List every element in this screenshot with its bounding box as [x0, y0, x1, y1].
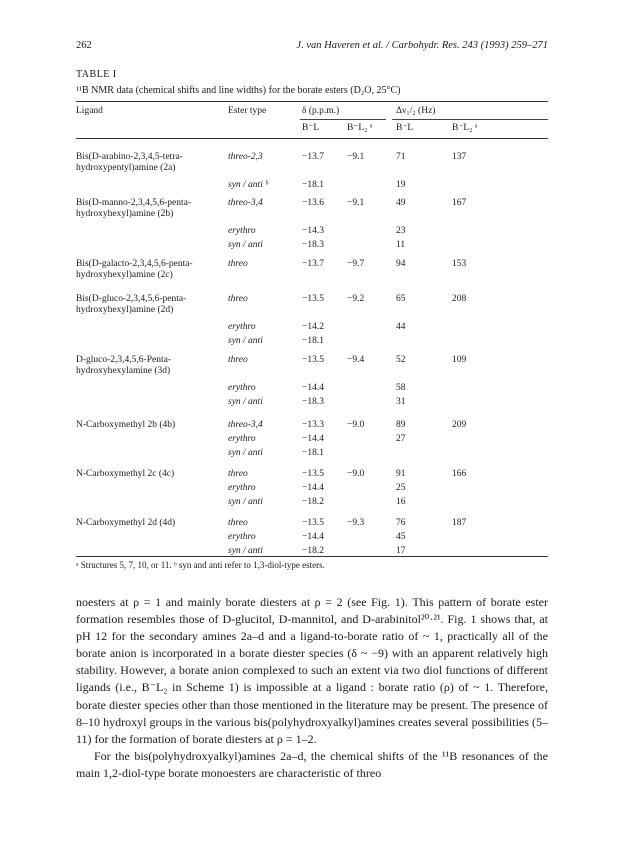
cell-delta-bl2: −9.2 — [347, 294, 365, 304]
body-text — [76, 594, 548, 782]
cell-linewidth-bl: 16 — [396, 497, 406, 507]
table-caption: ¹¹B NMR data (chemical shifts and line widths) for the borate esters (D₂O, 25°C) — [76, 85, 401, 96]
cell-linewidth-bl2: 166 — [452, 469, 467, 479]
col-header-linewidth: Δν₁/₂ (Hz) — [396, 106, 436, 116]
col-header-linewidth-bl: B⁻L — [396, 123, 414, 133]
cell-delta-bl: −13.5 — [302, 294, 324, 304]
cell-ester-type: syn / anti — [228, 497, 263, 507]
col-header-ligand: Ligand — [76, 106, 103, 116]
journal-citation: J. van Haveren et al. / Carbohydr. Res. 243 (1993) 259–271 — [296, 40, 548, 51]
cell-delta-bl: −18.3 — [302, 240, 324, 250]
cell-delta-bl2: −9.1 — [347, 152, 365, 162]
cell-delta-bl: −18.1 — [302, 336, 324, 346]
cell-delta-bl: −13.7 — [302, 152, 324, 162]
cell-delta-bl: −14.4 — [302, 383, 324, 393]
cell-ester-type: erythro — [228, 226, 256, 236]
cell-delta-bl: −13.3 — [302, 420, 324, 430]
col-header-ester-type: Ester type — [228, 106, 267, 116]
cell-linewidth-bl: 19 — [396, 180, 406, 190]
cell-ester-type: threo-3,4 — [228, 198, 263, 208]
cell-linewidth-bl: 65 — [396, 294, 406, 304]
table-top-rule — [76, 101, 548, 102]
cell-ester-type: threo — [228, 518, 248, 528]
col-header-linewidth-bl2: B⁻L₂ ᵃ — [452, 123, 478, 133]
cell-linewidth-bl2: 187 — [452, 518, 467, 528]
cell-linewidth-bl: 25 — [396, 483, 406, 493]
cell-linewidth-bl: 52 — [396, 355, 406, 365]
cell-linewidth-bl: 71 — [396, 152, 406, 162]
cell-delta-bl: −18.2 — [302, 546, 324, 556]
cell-delta-bl: −14.4 — [302, 434, 324, 444]
cell-delta-bl2: −9.1 — [347, 198, 365, 208]
cell-linewidth-bl: 76 — [396, 518, 406, 528]
cell-ester-type: syn / anti — [228, 336, 263, 346]
cell-ester-type: syn / anti — [228, 397, 263, 407]
table-label: TABLE I — [76, 69, 117, 80]
cell-ligand: Bis(D-gluco-2,3,4,5,6-penta-hydroxyhexyl)amine (2d) — [76, 294, 187, 315]
cell-linewidth-bl2: 137 — [452, 152, 467, 162]
cell-ester-type: erythro — [228, 532, 256, 542]
cell-delta-bl: −14.2 — [302, 322, 324, 332]
col-header-delta: δ (p.p.m.) — [302, 106, 340, 116]
cell-ester-type: erythro — [228, 322, 256, 332]
cell-linewidth-bl: 23 — [396, 226, 406, 236]
cell-delta-bl: −13.6 — [302, 198, 324, 208]
cell-delta-bl: −18.1 — [302, 180, 324, 190]
col-header-delta-bl2: B⁻L₂ ᵃ — [347, 123, 373, 133]
cell-delta-bl: −13.5 — [302, 355, 324, 365]
cell-linewidth-bl: 45 — [396, 532, 406, 542]
cell-delta-bl2: −9.7 — [347, 259, 365, 269]
cell-delta-bl2: −9.0 — [347, 420, 365, 430]
cell-ester-type: syn / anti ᵇ — [228, 180, 268, 190]
cell-ligand: N-Carboxymethyl 2c (4c) — [76, 469, 175, 479]
running-header — [76, 40, 548, 54]
cell-ester-type: threo-3,4 — [228, 420, 263, 430]
cell-linewidth-bl2: 109 — [452, 355, 467, 365]
body-paragraph-2: For the bis(polyhydroxyalkyl)amines 2a–d, the chemical shifts of the ¹¹B resonances of the main 1,2-diol-type borate monoesters are characteristic of threo — [76, 748, 548, 780]
cell-linewidth-bl: 58 — [396, 383, 406, 393]
delta-subrule — [300, 119, 386, 120]
cell-ligand: Bis(D-arabino-2,3,4,5-tetra-hydroxypentyl)amine (2a) — [76, 152, 183, 173]
linewidth-subrule — [392, 119, 548, 120]
body-paragraph-1: noesters at ρ = 1 and mainly borate diesters at ρ = 2 (see Fig. 1). This pattern of borate ester formation resembles those of D-glucitol, D-mannitol, and D-arabinitol²⁰·²¹. Fig. 1 shows that, at pH 12 for the secondary amines 2a–d and a ligand-to-borate ratio of ~ 1, practically all of the borate anion is incorporated in a borate diester species (δ ~ −9) with an apparent relatively high stability. However, a borate anion complexed to such an extent via two diol functions of different ligands (i.e., B⁻L₂ in Scheme 1) is impossible at a ligand : borate ratio (ρ) of ~ 1. Therefore, borate diester species other than those mentioned in the literature may be present. The presence of 8–10 hydroxyl groups in the various bis(polyhydroxyalkyl)amines creates several possibilities (5–11) for the formation of borate diesters at ρ = 1–2. — [76, 595, 548, 746]
table-footnote: ᵃ Structures 5, 7, 10, or 11. ᵇ syn and anti refer to 1,3-diol-type esters. — [76, 560, 325, 570]
cell-delta-bl: −14.3 — [302, 226, 324, 236]
cell-ester-type: erythro — [228, 434, 256, 444]
cell-ester-type: threo — [228, 294, 248, 304]
cell-delta-bl: −18.3 — [302, 397, 324, 407]
cell-delta-bl: −18.1 — [302, 448, 324, 458]
cell-linewidth-bl2: 167 — [452, 198, 467, 208]
cell-ester-type: threo — [228, 259, 248, 269]
cell-delta-bl: −13.5 — [302, 469, 324, 479]
cell-linewidth-bl2: 208 — [452, 294, 467, 304]
cell-ligand: Bis(D-galacto-2,3,4,5,6-penta-hydroxyhexyl)amine (2c) — [76, 259, 193, 280]
cell-linewidth-bl: 11 — [396, 240, 406, 250]
cell-ester-type: threo — [228, 469, 248, 479]
cell-linewidth-bl: 27 — [396, 434, 406, 444]
cell-ligand: N-Carboxymethyl 2b (4b) — [76, 420, 176, 430]
cell-ligand: D-gluco-2,3,4,5,6-Penta-hydroxyhexylamine (3d) — [76, 355, 171, 376]
cell-linewidth-bl: 49 — [396, 198, 406, 208]
cell-ester-type: threo — [228, 355, 248, 365]
cell-linewidth-bl: 89 — [396, 420, 406, 430]
cell-delta-bl: −14.4 — [302, 483, 324, 493]
cell-ester-type: erythro — [228, 483, 256, 493]
cell-linewidth-bl: 44 — [396, 322, 406, 332]
cell-ester-type: threo-2,3 — [228, 152, 263, 162]
cell-delta-bl2: −9.3 — [347, 518, 365, 528]
cell-linewidth-bl: 91 — [396, 469, 406, 479]
cell-delta-bl: −14.4 — [302, 532, 324, 542]
cell-delta-bl2: −9.0 — [347, 469, 365, 479]
cell-ligand: N-Carboxymethyl 2d (4d) — [76, 518, 176, 528]
cell-ligand: Bis(D-manno-2,3,4,5,6-penta-hydroxyhexyl)amine (2b) — [76, 198, 192, 219]
cell-delta-bl: −13.7 — [302, 259, 324, 269]
cell-linewidth-bl: 17 — [396, 546, 406, 556]
cell-ester-type: syn / anti — [228, 546, 263, 556]
cell-linewidth-bl2: 209 — [452, 420, 467, 430]
cell-delta-bl: −18.2 — [302, 497, 324, 507]
page-number: 262 — [76, 40, 92, 51]
col-header-delta-bl: B⁻L — [302, 123, 320, 133]
table-header-rule — [76, 138, 548, 139]
cell-delta-bl2: −9.4 — [347, 355, 365, 365]
cell-ester-type: syn / anti — [228, 448, 263, 458]
cell-linewidth-bl: 31 — [396, 397, 406, 407]
cell-ester-type: syn / anti — [228, 240, 263, 250]
table-bottom-rule — [76, 556, 548, 557]
cell-ester-type: erythro — [228, 383, 256, 393]
cell-linewidth-bl2: 153 — [452, 259, 467, 269]
cell-delta-bl: −13.5 — [302, 518, 324, 528]
cell-linewidth-bl: 94 — [396, 259, 406, 269]
